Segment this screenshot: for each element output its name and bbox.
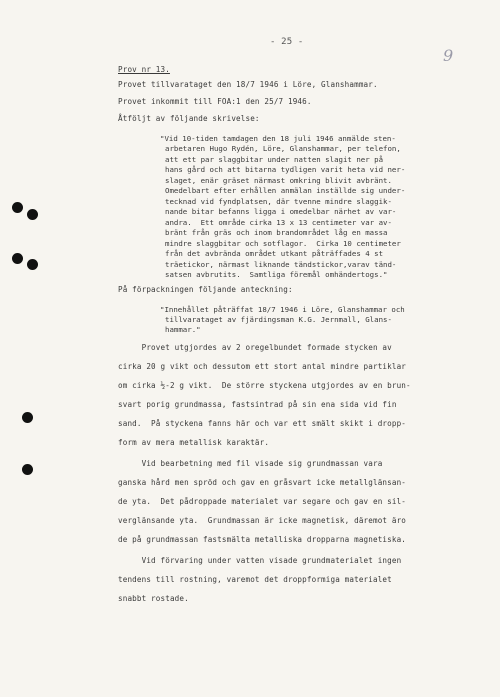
body-line: om cirka ½-2 g vikt. De större styckena utgjordes av en brun- bbox=[118, 381, 411, 390]
body-line: cirka 20 g vikt och dessutom ett stort antal mindre partiklar bbox=[118, 362, 407, 371]
body-line: svart porig grundmassa, fastsintrad på sin ena sida vid fin bbox=[118, 400, 397, 409]
body-line: Provet utgjordes av 2 oregelbundet formade stycken av bbox=[118, 343, 392, 352]
body-line: ganska hård men spröd och gav en gråsvart icke metallglänsan- bbox=[118, 478, 407, 487]
note-line: tillvarataget av fjärdingsman K.G. Jernmall, Glans- bbox=[165, 315, 392, 324]
letter-line: hans gård och att bitarna tydligen varit heta vid ner- bbox=[165, 165, 406, 174]
binder-hole bbox=[12, 253, 23, 264]
letter-line: att ett par slaggbitar under natten slagit ner på bbox=[165, 155, 384, 164]
letter-line: nande bitar befanns ligga i omedelbar närhet av var- bbox=[165, 207, 397, 216]
body-line: form av mera metallisk karaktär. bbox=[118, 438, 270, 447]
letter-line: slaget, enär gräset närmast omkring blivit avbränt. bbox=[165, 176, 392, 185]
letter-line: andra. Ett område cirka 13 x 13 centimeter var av- bbox=[165, 218, 392, 227]
body-line: Vid bearbetning med fil visade sig grundmassan vara bbox=[118, 459, 383, 468]
binder-hole bbox=[22, 412, 33, 423]
body-line: sand. På styckena fanns här och var ett smält skikt i dropp- bbox=[118, 419, 407, 428]
binder-hole bbox=[22, 464, 33, 475]
letter-line: mindre slaggbitar och sotflagor. Cirka 10 centimeter bbox=[165, 239, 401, 248]
binder-hole bbox=[27, 259, 38, 270]
letter-line: arbetaren Hugo Rydén, Löre, Glanshammar, per telefon, bbox=[165, 144, 401, 153]
letter-line: från det avbrända området utkant påträffades 4 st bbox=[165, 249, 384, 258]
body-line: de yta. Det pådroppade materialet var segare och gav en sil- bbox=[118, 497, 407, 506]
sample-heading: Prov nr 13. bbox=[118, 65, 170, 74]
margin-mark: 9 bbox=[443, 46, 454, 65]
body-line: tendens till rostning, varemot det droppformiga materialet bbox=[118, 575, 392, 584]
letter-line: bränt från gräs och inom brandområdet låg en massa bbox=[165, 228, 388, 237]
letter-line: tecknad vid fyndplatsen, där tvenne mindre slaggik- bbox=[165, 197, 392, 206]
intro-line: Provet inkommit till FOA:1 den 25/7 1946. bbox=[118, 97, 312, 106]
body-line: de på grundmassan fastsmälta metalliska dropparna magnetiska. bbox=[118, 535, 407, 544]
intro-line: Åtföljt av följande skrivelse: bbox=[118, 114, 260, 123]
letter-line: satsen avbrutits. Samtliga föremål omhändertogs." bbox=[165, 270, 388, 279]
note-line: hammar." bbox=[165, 325, 201, 334]
body-line: verglänsande yta. Grundmassan är icke magnetisk, däremot äro bbox=[118, 516, 407, 525]
binder-hole bbox=[12, 202, 23, 213]
note-line: "Innehållet påträffat 18/7 1946 i Löre, Glanshammar och bbox=[160, 305, 405, 314]
binder-hole bbox=[27, 209, 38, 220]
letter-line: "Vid 10-tiden tamdagen den 18 juli 1946 anmälde sten- bbox=[160, 134, 396, 143]
intro-line: Provet tillvarataget den 18/7 1946 i Löre, Glanshammar. bbox=[118, 80, 378, 89]
page-number: - 25 - bbox=[270, 37, 304, 47]
packing-label: På förpackningen följande anteckning: bbox=[118, 285, 293, 294]
letter-line: Omedelbart efter erhållen anmälan inställde sig under- bbox=[165, 186, 406, 195]
body-line: snabbt rostade. bbox=[118, 594, 189, 603]
letter-line: träetickor, närmast liknande tändstickor,varav tänd- bbox=[165, 260, 397, 269]
body-line: Vid förvaring under vatten visade grundmaterialet ingen bbox=[118, 556, 402, 565]
